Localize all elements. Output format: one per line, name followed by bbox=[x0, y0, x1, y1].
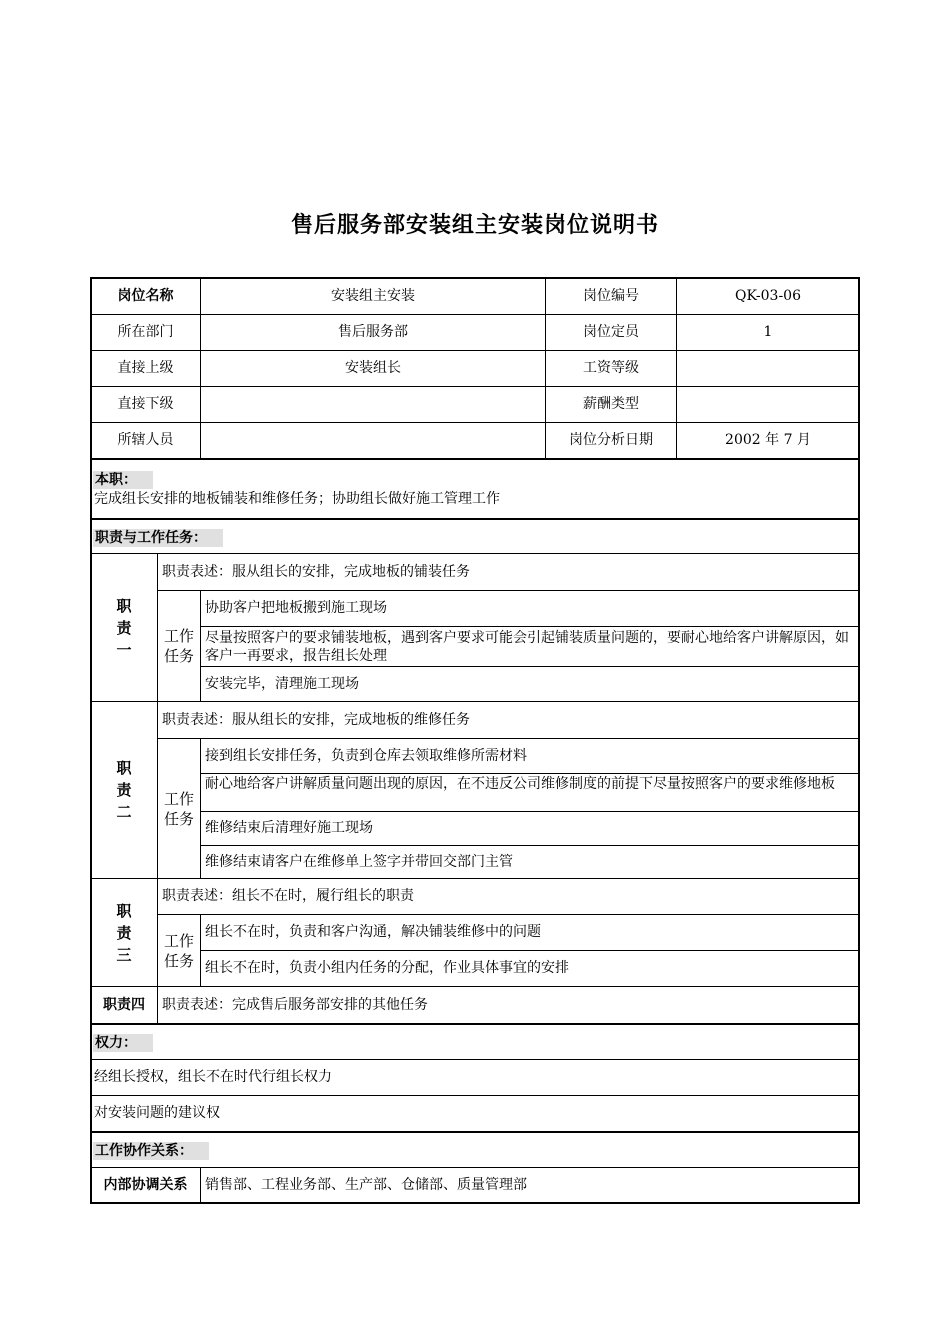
value-direct-superior: 安装组长 bbox=[345, 360, 401, 376]
duty3-task-label: 工作 任务 bbox=[163, 931, 194, 970]
duty1-task-3: 安装完毕，清理施工现场 bbox=[205, 675, 359, 692]
value-job-title: 安装组主安装 bbox=[331, 288, 415, 304]
section-label-duties: 职责与工作任务： bbox=[93, 529, 223, 547]
label-pay-type: 薪酬类型 bbox=[583, 396, 639, 412]
internal-relations-value: 销售部、工程业务部、生产部、仓储部、质量管理部 bbox=[205, 1177, 527, 1193]
label-job-title: 岗位名称 bbox=[117, 288, 174, 304]
value-staff bbox=[201, 423, 545, 458]
label-headcount: 岗位定员 bbox=[583, 324, 639, 340]
duty3-name: 职 责 三 bbox=[116, 901, 132, 964]
label-salary-grade: 工资等级 bbox=[583, 360, 639, 376]
duty1-task-1: 协助客户把地板搬到施工现场 bbox=[205, 600, 387, 616]
value-salary-grade bbox=[677, 351, 859, 386]
value-pay-type bbox=[677, 387, 859, 422]
duty3-statement: 职责表述：组长不在时，履行组长的职责 bbox=[162, 888, 414, 904]
value-department: 售后服务部 bbox=[338, 324, 408, 340]
duty1-task-2: 尽量按照客户的要求铺装地板，遇到客户要求可能会引起铺装质量问题的，要耐心地给客户讲解原因，如客户一再要求，报告组长处理 bbox=[205, 630, 849, 664]
label-direct-subordinate: 直接下级 bbox=[117, 396, 174, 412]
duty3-task-2: 组长不在时，负责小组内任务的分配，作业具体事宜的安排 bbox=[205, 960, 569, 976]
duty2-task-label: 工作 任务 bbox=[163, 789, 194, 828]
duty2-name: 职 责 二 bbox=[116, 759, 132, 821]
value-job-code: QK-03-06 bbox=[734, 288, 801, 304]
duty4-name: 职责四 bbox=[103, 996, 145, 1013]
label-analysis-date: 岗位分析日期 bbox=[569, 432, 653, 448]
duty1-name: 职 责 一 bbox=[116, 596, 132, 659]
label-job-code: 岗位编号 bbox=[583, 288, 639, 304]
label-staff: 所辖人员 bbox=[117, 432, 174, 448]
section-label-relations: 工作协作关系： bbox=[93, 1142, 209, 1160]
authority-item-2: 对安装问题的建议权 bbox=[94, 1105, 220, 1121]
duty4-statement: 职责表述：完成售后服务部安排的其他任务 bbox=[162, 996, 428, 1013]
authority-item-1: 经组长授权，组长不在时代行组长权力 bbox=[94, 1069, 332, 1085]
duty2-task-4: 维修结束请客户在维修单上签字并带回交部门主管 bbox=[205, 853, 513, 870]
duty1-statement: 职责表述：服从组长的安排，完成地板的铺装任务 bbox=[162, 563, 470, 580]
internal-relations-label: 内部协调关系 bbox=[103, 1177, 188, 1193]
duty1-task-label: 工作 任务 bbox=[163, 627, 194, 665]
duty2-task-2: 耐心地给客户讲解质量问题出现的原因，在不违反公司维修制度的前提下尽量按照客户的要求维修地板 bbox=[205, 776, 835, 792]
value-analysis-date: 2002 年 7 月 bbox=[725, 432, 811, 448]
section-label-authority: 权力： bbox=[93, 1034, 153, 1052]
duty2-task-1: 接到组长安排任务，负责到仓库去领取维修所需材料 bbox=[205, 747, 527, 764]
main-duty-text: 完成组长安排的地板铺装和维修任务；协助组长做好施工管理工作 bbox=[94, 491, 500, 507]
duty2-statement: 职责表述：服从组长的安排，完成地板的维修任务 bbox=[162, 711, 470, 728]
duty2-task-3: 维修结束后清理好施工现场 bbox=[205, 820, 373, 836]
label-direct-superior: 直接上级 bbox=[117, 360, 174, 376]
value-direct-subordinate bbox=[201, 387, 545, 422]
section-label-main-duty: 本职： bbox=[93, 471, 153, 489]
page-title: 售后服务部安装组主安装岗位说明书 bbox=[290, 213, 659, 238]
value-headcount: 1 bbox=[763, 324, 773, 340]
duty3-task-1: 组长不在时，负责和客户沟通，解决铺装维修中的问题 bbox=[205, 924, 541, 940]
label-department: 所在部门 bbox=[117, 324, 174, 340]
